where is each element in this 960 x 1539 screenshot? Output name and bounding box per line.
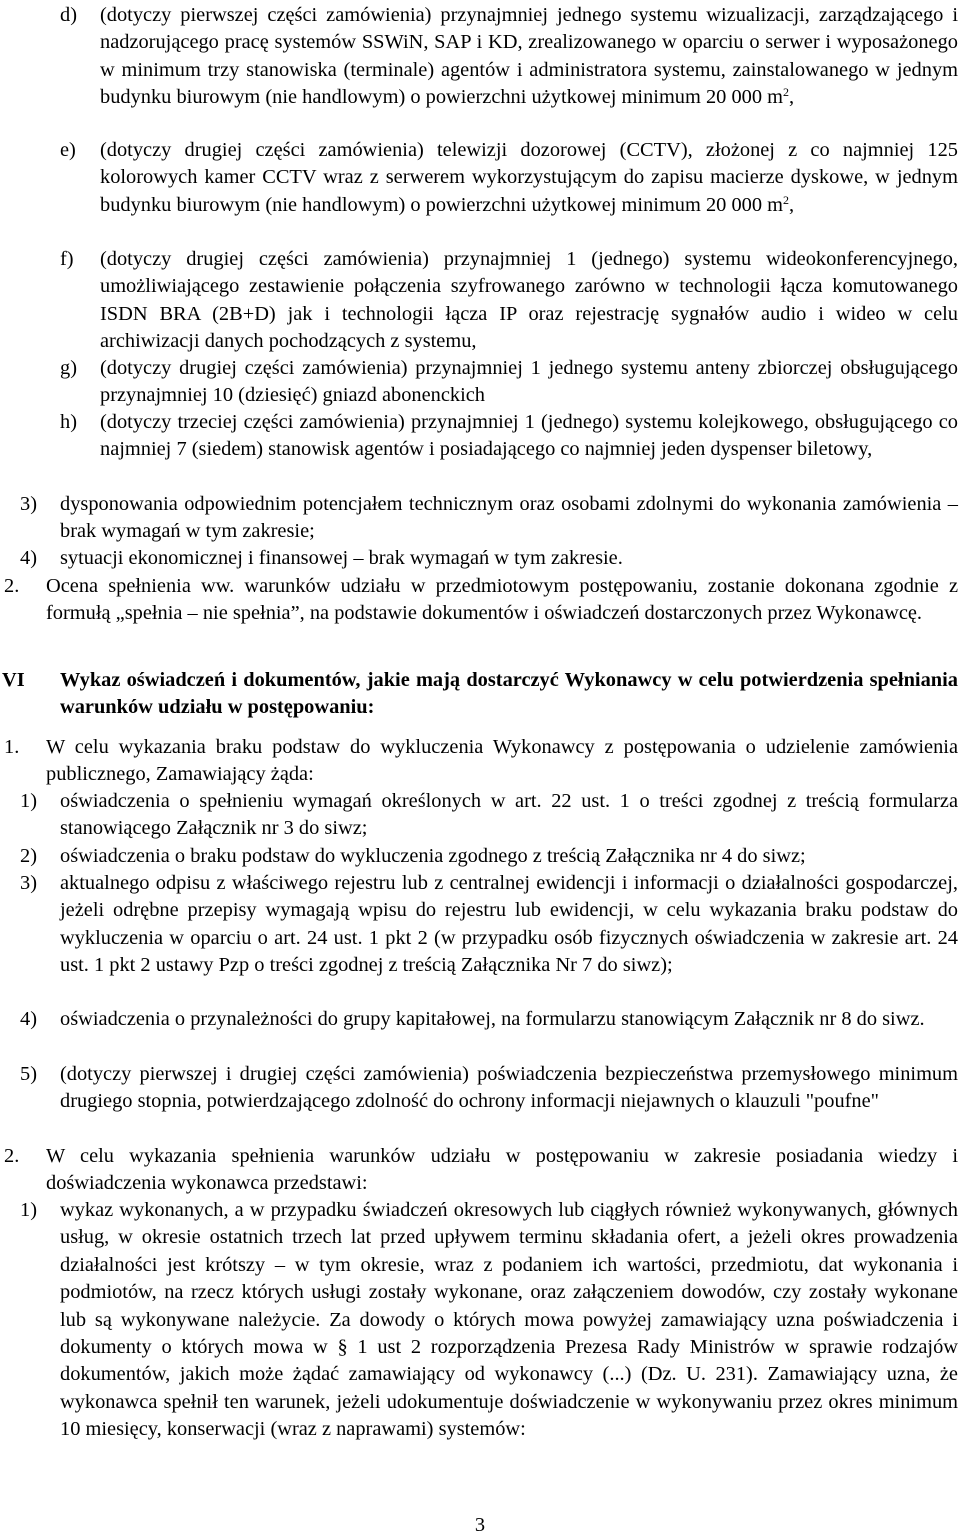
superscript: 2 [783, 85, 789, 100]
list-item: sytuacji ekonomicznej i finansowej – brak wymagań w tym zakresie. [60, 547, 623, 569]
paragraph: W celu wykazania spełnienia warunków udziału w postępowaniu w zakresie posiadania wiedzy i doświadczenia wykonawca przedstawi: [46, 1145, 958, 1195]
item-marker: f) [60, 248, 74, 270]
item-marker: 2. [4, 1145, 20, 1167]
list-item: oświadczenia o braku podstaw do wykluczenia zgodnego z treścią Załącznika nr 4 do siwz; [60, 845, 806, 867]
list-item: oświadczenia o spełnieniu wymagań określonych w art. 22 ust. 1 o treści zgodnej z treścią formularza stanowiącego Załącznik nr 3 do siwz; [60, 790, 958, 840]
item-marker: 3) [20, 872, 37, 894]
item-marker: 1) [20, 790, 37, 812]
list-item: (dotyczy pierwszej i drugiej części zamówienia) poświadczenia bezpieczeństwa przemysłowego minimum drugiego stopnia, potwierdzającego zdolność do ochrony informacji niejawnych o klauzuli "poufne" [60, 1063, 958, 1113]
item-marker: g) [60, 357, 77, 379]
list-item: wykaz wykonanych, a w przypadku świadczeń okresowych lub ciągłych również wykonywanych, głównych usług, w okresie ostatnich trzech lat przed upływem terminu składania ofert, a jeżeli okres prowadzenia działalności jest krótszy – w tym okresie, wraz z podaniem ich wartości, przedmiotu, dat wykonania i podmiotów, na rzecz których usługi zostały wykonane, oraz załączeniem dowodów, czy zostały wykonane lub są wykonywane należycie. Za dowody o których mowa powyżej zamawiający uzna poświadczenia i dokumenty o których mowa w § 1 ust 2 rozporządzenia Prezesa Rady Ministrów w sprawie rodzajów dokumentów, jakich może żądać zamawiający od wykonawcy (...) (Dz. U. 231). Zamawiający uzna, że wykonawca spełnił ten warunek, jeżeli udokumentuje doświadczenie w wykonywaniu przez okres minimum 10 miesięcy, konserwacji (wraz z naprawami) systemów: [60, 1199, 958, 1441]
item-marker: 1) [20, 1199, 37, 1221]
list-item: dysponowania odpowiednim potencjałem technicznym oraz osobami zdolnymi do wykonania zamówienia – brak wymagań w tym zakresie; [60, 493, 958, 543]
section-heading: Wykaz oświadczeń i dokumentów, jakie mają dostarczyć Wykonawcy w celu potwierdzenia spełniania warunków udziału w postępowaniu: [60, 669, 958, 719]
paragraph: W celu wykazania braku podstaw do wykluczenia Wykonawcy z postępowania o udzielenie zamówienia publicznego, Zamawiający żąda: [46, 736, 958, 786]
list-item: (dotyczy drugiej części zamówienia) przynajmniej 1 jednego systemu anteny zbiorczej obsługującego przynajmniej 10 (dziesięć) gniazd abonenckich [100, 357, 958, 407]
item-marker: 4) [20, 547, 37, 569]
item-marker: 1. [4, 736, 20, 758]
superscript: 2 [783, 192, 789, 207]
section-number: VI [2, 669, 25, 691]
item-marker: h) [60, 411, 77, 433]
item-marker: 4) [20, 1008, 37, 1030]
list-item: (dotyczy drugiej części zamówienia) przynajmniej 1 (jednego) systemu wideokonferencyjnego, umożliwiającego zestawienie połączenia szyfrowanego zarówno w technologii łącza komutowanego ISDN BRA (2B+D) jak i technologii łącza IP oraz rejestrację sygnałów audio i wideo w celu archiwizacji danych pochodzących z systemu, [100, 248, 958, 353]
paragraph: Ocena spełnienia ww. warunków udziału w przedmiotowym postępowaniu, zostanie dokonana zgodnie z formułą „spełnia – nie spełnia”, na podstawie dokumentów i oświadczeń dostarczonych przez Wykonawcę. [46, 575, 958, 625]
item-marker: 2. [4, 575, 20, 597]
list-item: (dotyczy trzeciej części zamówienia) przynajmniej 1 (jednego) systemu kolejkowego, obsługującego co najmniej 7 (siedem) stanowisk agentów i posiadającego co najmniej jeden dyspenser biletowy, [100, 411, 958, 461]
item-marker: d) [60, 4, 77, 26]
page-number: 3 [474, 1514, 486, 1536]
list-item: (dotyczy drugiej części zamówienia) telewizji dozorowej (CCTV), złożonej z co najmniej 125 kolorowych kamer CCTV wraz z serwerem wykorzystującym do zapisu macierze dyskowe, w jednym budynku biurowym (nie handlowym) o powierzchni użytkowej minimum 20 000 $m^2$, [100, 139, 958, 216]
item-marker: 3) [20, 493, 37, 515]
item-marker: e) [60, 139, 76, 161]
list-item: (dotyczy pierwszej części zamówienia) przynajmniej jednego systemu wizualizacji, zarządzającego i nadzorującego pracę systemów SSWiN, SAP i KD, zrealizowanego w oparciu o serwer i wyposażonego w minimum trzy stanowiska (terminale) agentów i administratora systemu, zainstalowanego w jednym budynku biurowym (nie handlowym) o powierzchni użytkowej minimum 20 000 $m^2$, [100, 4, 958, 109]
item-marker: 5) [20, 1063, 37, 1085]
item-marker: 2) [20, 845, 37, 867]
list-item: aktualnego odpisu z właściwego rejestru lub z centralnej ewidencji i informacji o działalności gospodarczej, jeżeli odrębne przepisy wymagają wpisu do rejestru lub ewidencji, w celu wykazania braku podstaw do wykluczenia w oparciu o art. 24 ust. 1 pkt 2 (w przypadku osób fizycznych oświadczenia w zakresie art. 24 ust. 1 pkt 2 ustawy Pzp o treści zgodnej z treścią Załącznika Nr 7 do siwz); [60, 872, 958, 977]
list-item: oświadczenia o przynależności do grupy kapitałowej, na formularzu stanowiącym Załącznik nr 8 do siwz. [60, 1008, 925, 1030]
